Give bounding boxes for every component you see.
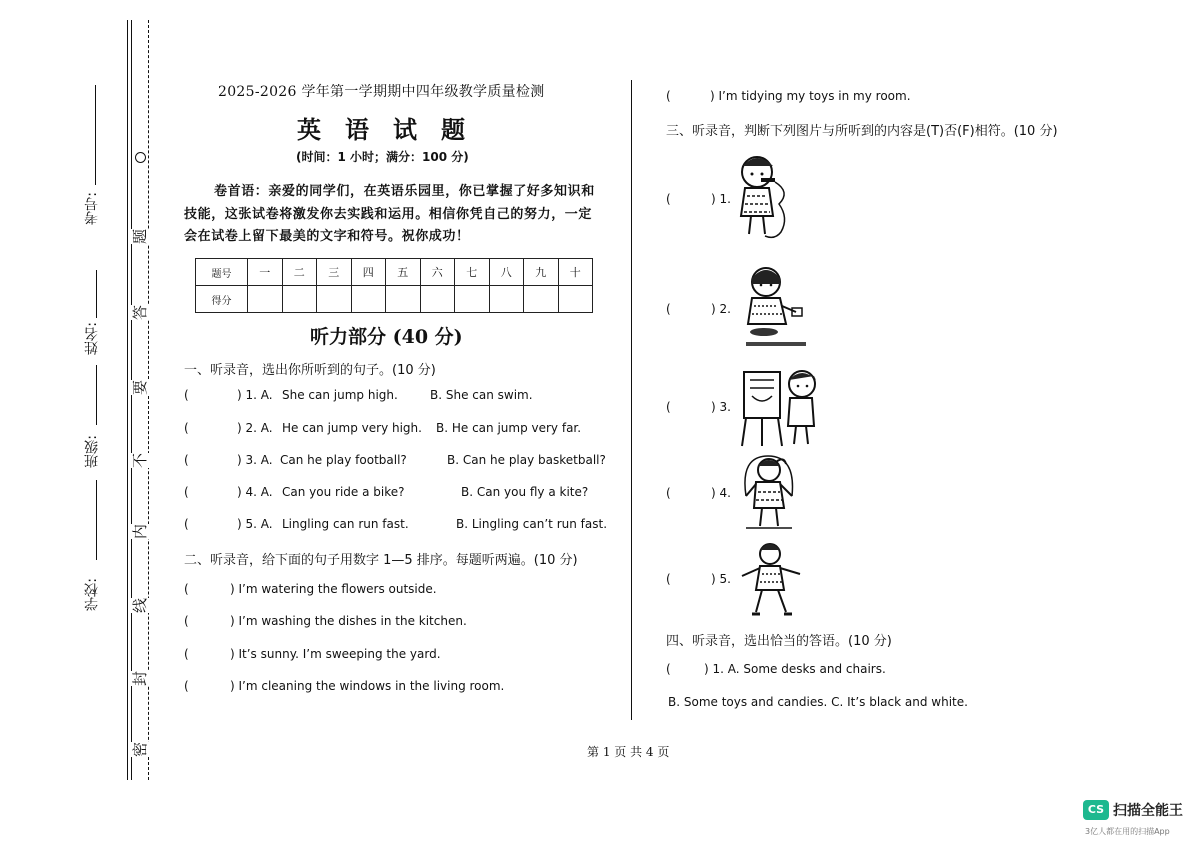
bracket-open: (	[184, 614, 189, 628]
bracket-open: (	[666, 572, 671, 586]
bracket-open: (	[666, 192, 671, 206]
score-cell[interactable]	[489, 286, 524, 313]
score-col-8: 八	[489, 259, 524, 286]
exam-no-line	[95, 85, 96, 185]
scanner-app-name: 扫描全能王	[1113, 803, 1183, 819]
score-cell[interactable]	[386, 286, 421, 313]
p4-q1-options-rest: B. Some toys and candies. C. It’s black and white.	[668, 695, 968, 709]
score-col-10: 十	[558, 259, 593, 286]
listening-section-title: 听力部分 (40 分)	[310, 326, 463, 348]
page-number: 第 1 页 共 4 页	[587, 745, 670, 759]
part4-heading: 四、听录音，选出恰当的答语。(10 分)	[666, 634, 892, 649]
seal-char-2: 答	[128, 305, 151, 320]
part1-heading: 一、听录音，选出你所听到的句子。(10 分)	[184, 363, 436, 378]
seal-char-6: 线	[128, 598, 151, 613]
p1-q3-option-b[interactable]: B. Can he play basketball?	[447, 453, 606, 467]
score-table	[195, 258, 593, 313]
school-label: 学校:	[84, 578, 100, 611]
bracket-open: (	[184, 421, 189, 435]
score-col-3: 三	[317, 259, 352, 286]
score-col-5: 五	[386, 259, 421, 286]
p1-q5-option-a[interactable]: Lingling can run fast.	[282, 517, 409, 531]
p2-item-2: ) I’m washing the dishes in the kitchen.	[230, 614, 467, 628]
score-col-2: 二	[282, 259, 317, 286]
score-table-row1-label: 题号	[196, 259, 248, 286]
p4-q1: ) 1. A. Some desks and chairs.	[704, 662, 886, 676]
score-col-1: 一	[248, 259, 283, 286]
p3-item-5: ) 5.	[711, 572, 731, 586]
seal-char-3: 要	[128, 380, 151, 395]
name-label: 姓名:	[84, 322, 100, 355]
time-info: (时间：1 小时；满分：100 分)	[296, 150, 469, 164]
exam-header-title: 2025-2026 学年第一学期期中四年级教学质量检测	[218, 84, 545, 100]
score-cell[interactable]	[455, 286, 490, 313]
score-cell[interactable]	[420, 286, 455, 313]
intro-line-3: 会在试卷上留下最美的文字和符号。祝你成功！	[184, 229, 470, 244]
score-table-header-row	[196, 259, 593, 286]
binding-line-outer-2	[131, 20, 132, 780]
score-cell[interactable]	[351, 286, 386, 313]
p1-q3-num: ) 3. A.	[237, 453, 273, 467]
binding-hole	[135, 152, 146, 163]
score-cell[interactable]	[282, 286, 317, 313]
p1-q2-num: ) 2. A.	[237, 421, 273, 435]
subject-title: 英 语 试 题	[297, 115, 465, 144]
bracket-open: (	[666, 662, 671, 676]
girl-jumping-rope-picture	[738, 452, 800, 534]
score-cell[interactable]	[248, 286, 283, 313]
score-table-score-row	[196, 286, 593, 313]
bracket-open: (	[184, 453, 189, 467]
boy-with-drawing-board-picture	[740, 366, 830, 448]
girl-with-toys-picture	[738, 262, 810, 352]
scanner-slogan: 3亿人都在用的扫描App	[1085, 827, 1170, 836]
p1-q4-option-b[interactable]: B. Can you fly a kite?	[461, 485, 589, 499]
p1-q2-option-b[interactable]: B. He can jump very far.	[436, 421, 582, 435]
intro-line-1: 卷首语：亲爱的同学们，在英语乐园里，你已掌握了好多知识和	[214, 184, 595, 199]
p1-q4-option-a[interactable]: Can you ride a bike?	[282, 485, 405, 499]
bracket-open: (	[184, 517, 189, 531]
bracket-open: (	[184, 485, 189, 499]
seal-char-7: 封	[128, 671, 151, 686]
p2-item-3: ) It’s sunny. I’m sweeping the yard.	[230, 647, 441, 661]
p2-item-4: ) I’m cleaning the windows in the living room.	[230, 679, 505, 693]
seal-char-1: 题	[128, 229, 151, 244]
p1-q1-option-a[interactable]: She can jump high.	[282, 388, 398, 402]
p1-q1-num: ) 1. A.	[237, 388, 273, 402]
score-table-row2-label: 得分	[196, 286, 248, 313]
exam-no-label: 考号:	[84, 192, 100, 225]
part2-heading: 二、听录音，给下面的句子用数字 1—5 排序。每题听两遍。(10 分)	[184, 553, 578, 568]
p2-item-1: ) I’m watering the flowers outside.	[230, 582, 437, 596]
column-divider	[631, 80, 632, 720]
intro-line-2: 技能，这张试卷将激发你去实践和运用。相信你凭自己的努力，一定	[184, 207, 593, 222]
p3-item-1: ) 1.	[711, 192, 731, 206]
school-line	[96, 480, 97, 560]
bracket-open: (	[184, 582, 189, 596]
bracket-open: (	[184, 388, 189, 402]
score-col-9: 九	[524, 259, 559, 286]
seal-char-5: 内	[128, 524, 151, 539]
score-col-6: 六	[420, 259, 455, 286]
p2-item-5: ) I’m tidying my toys in my room.	[710, 89, 911, 103]
p1-q1-option-b[interactable]: B. She can swim.	[430, 388, 533, 402]
p3-item-2: ) 2.	[711, 302, 731, 316]
p1-q5-option-b[interactable]: B. Lingling can’t run fast.	[456, 517, 608, 531]
p1-q4-num: ) 4. A.	[237, 485, 273, 499]
girl-dancing-picture	[738, 540, 804, 620]
bracket-open: (	[184, 679, 189, 693]
kid-eating-picture	[735, 152, 795, 244]
class-label: 班级:	[84, 435, 100, 468]
bracket-open: (	[666, 89, 671, 103]
p1-q2-option-a[interactable]: He can jump very high.	[282, 421, 422, 435]
p1-q3-option-a[interactable]: Can he play football?	[280, 453, 407, 467]
scanner-logo-badge: CS	[1083, 800, 1109, 820]
seal-char-4: 不	[128, 453, 151, 468]
seal-char-8: 密	[128, 742, 151, 757]
part3-heading: 三、听录音，判断下列图片与所听到的内容是(T)否(F)相符。(10 分)	[666, 124, 1058, 139]
p1-q5-num: ) 5. A.	[237, 517, 273, 531]
binding-line-dashed	[148, 20, 149, 780]
bracket-open: (	[184, 647, 189, 661]
score-cell[interactable]	[524, 286, 559, 313]
score-col-4: 四	[351, 259, 386, 286]
p3-item-3: ) 3.	[711, 400, 731, 414]
class-line	[96, 365, 97, 425]
name-line	[96, 270, 97, 318]
score-cell[interactable]	[317, 286, 352, 313]
bracket-open: (	[666, 400, 671, 414]
score-col-7: 七	[455, 259, 490, 286]
binding-line-outer	[127, 20, 128, 780]
bracket-open: (	[666, 486, 671, 500]
bracket-open: (	[666, 302, 671, 316]
score-cell[interactable]	[558, 286, 593, 313]
p3-item-4: ) 4.	[711, 486, 731, 500]
